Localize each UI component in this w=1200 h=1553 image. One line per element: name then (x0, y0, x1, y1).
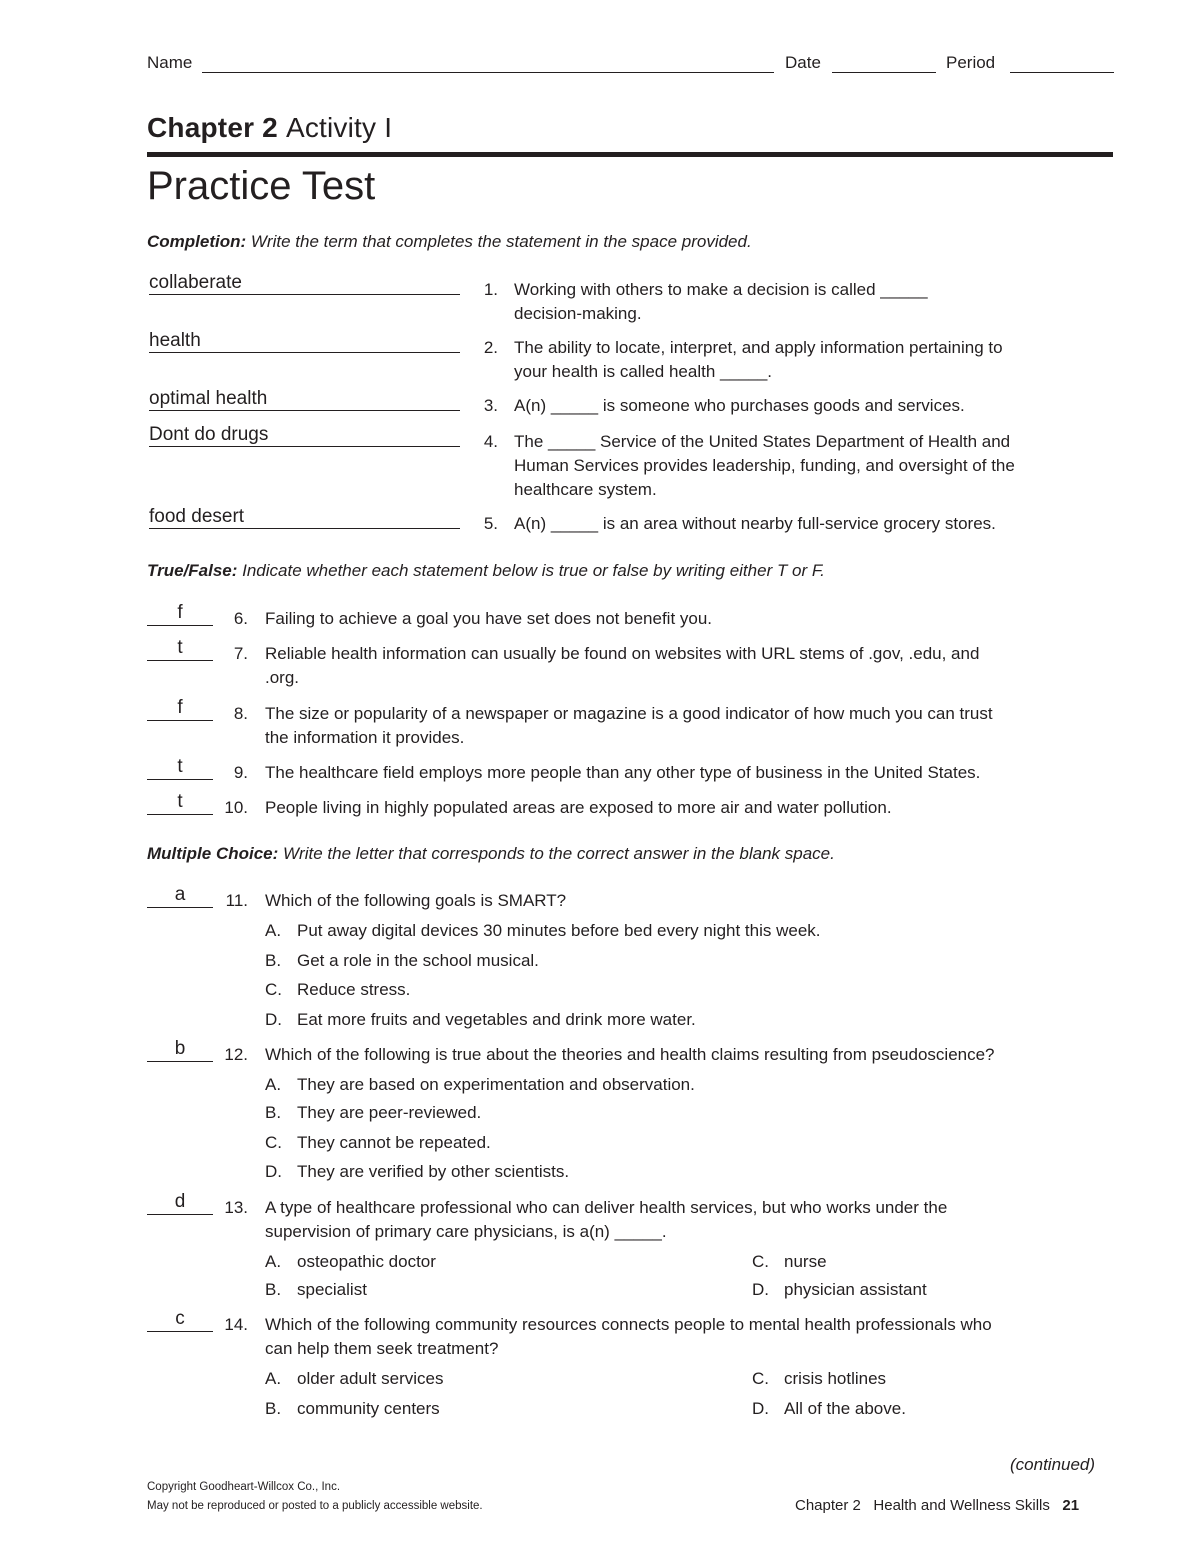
option-text: nurse (784, 1252, 827, 1271)
question-number: 14. (224, 1315, 248, 1334)
option-text: Reduce stress. (297, 980, 411, 999)
option-text: specialist (297, 1280, 367, 1299)
question-text: Human Services provides leadership, funding, and oversight of the (514, 456, 1015, 475)
footer-chapter-ref (795, 1497, 1079, 1514)
question-text: supervision of primary care physicians, is a(n) _____. (265, 1222, 667, 1241)
answer-blank[interactable]: f (147, 603, 213, 626)
truefalse-text: Indicate whether each statement below is true or false by writing either T or F. (242, 561, 825, 580)
question-text: Which of the following is true about the theories and health claims resulting from pseudoscience? (265, 1045, 995, 1064)
question-text: The _____ Service of the United States Department of Health and (514, 432, 1011, 451)
option-letter: D. (265, 1162, 282, 1181)
question-text: Which of the following community resources connects people to mental health professionals who (265, 1315, 992, 1334)
option-text: They cannot be repeated. (297, 1133, 491, 1152)
question-text: the information it provides. (265, 728, 465, 747)
question-number: 4. (483, 432, 498, 451)
option-text: They are based on experimentation and observation. (297, 1075, 695, 1094)
answer-blank[interactable]: b (147, 1039, 213, 1062)
answer-blank[interactable]: a (147, 885, 213, 908)
completion-instruction (147, 232, 752, 252)
option-letter: B. (265, 1280, 282, 1299)
question-text: Reliable health information can usually be found on websites with URL stems of .gov, .edu, and (265, 644, 980, 663)
option-letter: C. (265, 1133, 282, 1152)
question-number: 11. (225, 891, 248, 910)
option-letter: A. (265, 921, 282, 940)
question-number: 6. (233, 609, 248, 628)
option-text: Get a role in the school musical. (297, 951, 539, 970)
chapter-number: Chapter 2 (147, 112, 278, 143)
option-text: older adult services (297, 1369, 444, 1388)
option-text: community centers (297, 1399, 440, 1418)
chapter-heading (147, 112, 392, 144)
answer-blank[interactable]: t (147, 792, 213, 815)
option-letter: C. (752, 1252, 769, 1271)
answer-blank[interactable]: d (147, 1192, 213, 1215)
truefalse-instruction (147, 561, 825, 581)
option-text: osteopathic doctor (297, 1252, 436, 1271)
completion-answer-field[interactable]: health (149, 330, 460, 353)
question-number: 2. (483, 338, 498, 357)
option-text: All of the above. (784, 1399, 906, 1418)
question-number: 5. (483, 514, 498, 533)
question-text: A(n) _____ is someone who purchases goods and services. (514, 396, 965, 415)
option-letter: B. (265, 1103, 282, 1122)
option-text: Put away digital devices 30 minutes before bed every night this week. (297, 921, 821, 940)
option-letter: A. (265, 1252, 282, 1271)
option-letter: B. (265, 951, 282, 970)
option-text: physician assistant (784, 1280, 927, 1299)
option-letter: D. (752, 1280, 769, 1299)
question-number: 8. (233, 704, 248, 723)
footer-chapter: Chapter 2 (795, 1497, 861, 1514)
completion-answer-field[interactable]: Dont do drugs (149, 424, 460, 447)
period-label: Period (946, 53, 996, 72)
question-number: 9. (233, 763, 248, 782)
option-text: They are peer-reviewed. (297, 1103, 482, 1122)
multiple-label: Multiple Choice: (147, 844, 279, 863)
completion-label: Completion: (147, 232, 247, 251)
question-number: 12. (224, 1045, 248, 1064)
answer-blank[interactable]: c (147, 1309, 213, 1332)
question-text: The healthcare field employs more people than any other type of business in the United States. (265, 763, 981, 782)
date-label: Date (785, 53, 821, 72)
period-field[interactable] (1010, 72, 1114, 73)
question-number: 10. (224, 798, 248, 817)
completion-answer-field[interactable]: food desert (149, 506, 460, 529)
question-number: 3. (483, 396, 498, 415)
question-text: A type of healthcare professional who can deliver health services, but who works under the (265, 1198, 948, 1217)
question-text: .org. (265, 668, 300, 687)
question-text: People living in highly populated areas are exposed to more air and water pollution. (265, 798, 892, 817)
question-text: Working with others to make a decision is called _____ (514, 280, 928, 299)
name-label: Name (147, 53, 193, 72)
answer-blank[interactable]: t (147, 757, 213, 780)
copyright-text: Copyright Goodheart-Willcox Co., Inc. (147, 1481, 341, 1493)
name-field[interactable] (202, 72, 774, 73)
question-text: The ability to locate, interpret, and apply information pertaining to (514, 338, 1003, 357)
truefalse-label: True/False: (147, 561, 238, 580)
question-number: 7. (233, 644, 248, 663)
option-letter: A. (265, 1369, 282, 1388)
question-text: The size or popularity of a newspaper or magazine is a good indicator of how much you can trust (265, 704, 993, 723)
page-title: Practice Test (147, 164, 376, 208)
option-letter: A. (265, 1075, 282, 1094)
question-text: decision-making. (514, 304, 642, 323)
question-text: can help them seek treatment? (265, 1339, 499, 1358)
question-text: Failing to achieve a goal you have set does not benefit you. (265, 609, 713, 628)
question-number: 13. (224, 1198, 248, 1217)
question-text: A(n) _____ is an area without nearby full-service grocery stores. (514, 514, 996, 533)
answer-blank[interactable]: f (147, 698, 213, 721)
multiple-instruction (147, 844, 835, 864)
question-text: your health is called health _____. (514, 362, 773, 381)
answer-blank[interactable]: t (147, 638, 213, 661)
question-text: Which of the following goals is SMART? (265, 891, 567, 910)
date-field[interactable] (832, 72, 936, 73)
page-number: 21 (1062, 1497, 1080, 1514)
completion-text: Write the term that completes the statement in the space provided. (250, 232, 752, 251)
multiple-text: Write the letter that corresponds to the correct answer in the blank space. (283, 844, 835, 863)
footer-section: Health and Wellness Skills (873, 1497, 1050, 1514)
option-letter: B. (265, 1399, 282, 1418)
completion-answer-field[interactable]: optimal health (149, 388, 460, 411)
option-letter: D. (265, 1010, 282, 1029)
option-text: crisis hotlines (784, 1369, 887, 1388)
heading-rule (147, 152, 1113, 157)
reproduction-notice: May not be reproduced or posted to a publicly accessible website. (147, 1500, 483, 1512)
activity-label: Activity I (285, 112, 393, 143)
question-number: 1. (483, 280, 498, 299)
question-text: healthcare system. (514, 480, 657, 499)
continued-note: (continued) (1010, 1455, 1096, 1474)
option-text: They are verified by other scientists. (297, 1162, 570, 1181)
option-letter: C. (265, 980, 282, 999)
option-letter: C. (752, 1369, 769, 1388)
option-text: Eat more fruits and vegetables and drink more water. (297, 1010, 696, 1029)
option-letter: D. (752, 1399, 769, 1418)
completion-answer-field[interactable]: collaberate (149, 272, 460, 295)
